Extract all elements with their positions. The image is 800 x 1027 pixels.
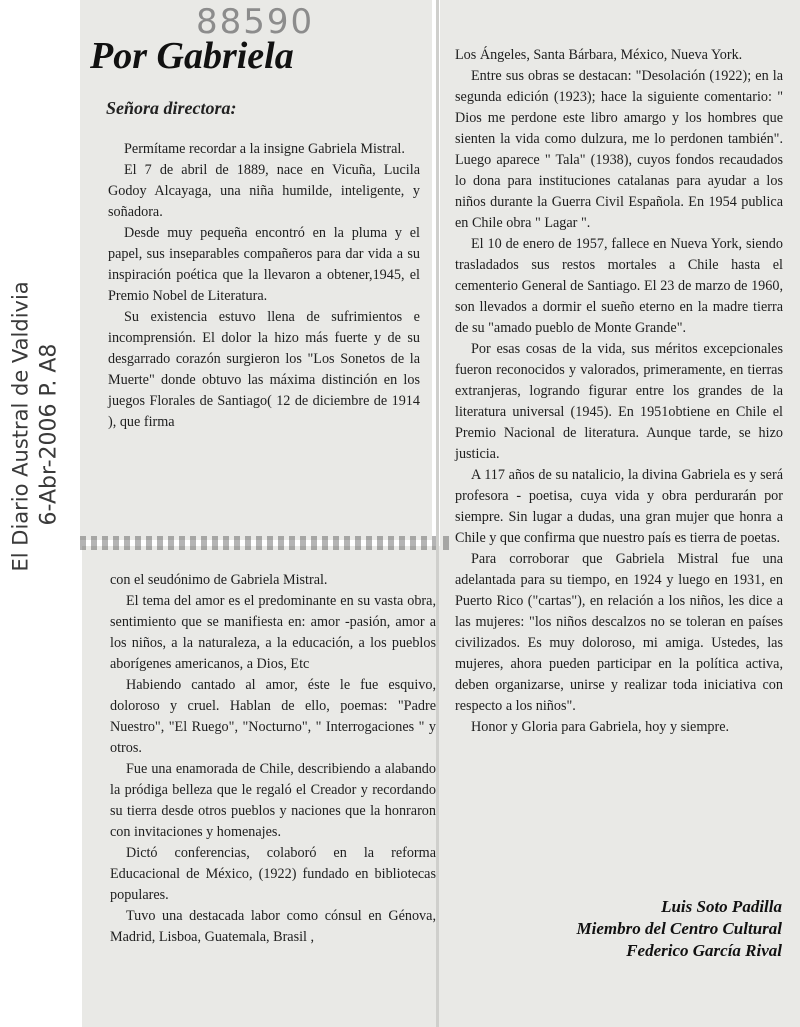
column-right [455,45,783,738]
paragraph: Desde muy pequeña encontró en la pluma y el papel, sus inseparables compañeros para dar vida a su inspiración poética que la llevaron a obtener,1945, el Premio Nobel de Literatura. [108,225,420,304]
signature-role: Miembro del Centro Cultural [576,919,782,938]
paragraph: Tuvo una destacada labor como cónsul en Génova, Madrid, Lisboa, Guatemala, Brasil , [110,908,436,945]
paragraph: Los Ángeles, Santa Bárbara, México, Nueva York. [455,47,743,63]
signature-block [577,896,782,962]
archive-number: 88590 [196,2,315,42]
column-left-top [108,139,420,433]
paragraph: Por esas cosas de la vida, sus méritos excepcionales fueron reconocidos y valorados, primeramente, en tierras extranjeras, logrando figurar entre los grandes de la literatura universal (1945). En 1951obtiene en Chile el Premio Nacional de literatura. Aunque tarde, se hizo justicia. [455,341,783,462]
signature-org: Federico García Rival [626,941,782,960]
paragraph: Permítame recordar a la insigne Gabriela Mistral. [124,141,405,157]
paragraph: Para corroborar que Gabriela Mistral fue una adelantada para su tiempo, en 1924 y luego en 1931, en Puerto Rico ("cartas"), en relación a los niños, les dice a las mujeres: "los niños descalzos no se toleran en países civilizados. Es muy doloroso, mi amiga. Ustedes, las mujeres, ahora pueden participar en la política activa, deben organizarse, unirse y realizar toda iniciativa con respecto a los niños". [455,551,783,714]
paragraph: Dictó conferencias, colaboró en la reforma Educacional de México, (1922) fundado en bibliotecas populares. [110,845,436,903]
salutation: Señora directora: [106,98,237,118]
paragraph: Honor y Gloria para Gabriela, hoy y siempre. [471,719,730,735]
signature-name: Luis Soto Padilla [661,897,782,916]
paragraph: El 10 de enero de 1957, fallece en Nueva York, siendo trasladados sus restos mortales a Chile hasta el cementerio General de Santiago. El 23 de marzo de 1960, son llevados a dormir el sueño eterno en la madre tierra de su "amado pueblo de Monte Grande". [455,236,783,336]
paragraph: El tema del amor es el predominante en su vasta obra, sentimiento que se manifiesta en: amor -pasión, amor a los niños, a la naturaleza, a la educación, a los pueblos aborígenes americanos, a Dios, Etc [110,593,436,672]
paragraph: A 117 años de su natalicio, la divina Gabriela es y será profesora - poetisa, cuya vida y obra perdurarán por siempre. Sin lugar a dudas, una gran mujer que honra a Chile y que confirma que nuestro país es tierra de poetas. [455,467,783,546]
source-newspaper: El Diario Austral de Valdivia [8,281,33,572]
paragraph: Habiendo cantado al amor, éste le fue esquivo, doloroso y cruel. Hablan de ello, poemas: "Padre Nuestro", "El Ruego", "Nocturno", " Interrogaciones " y otros. [110,677,436,756]
fold-line [436,0,439,1027]
article-title: Por Gabriela [90,35,294,77]
paragraph: con el seudónimo de Gabriela Mistral. [110,572,328,588]
torn-edge [80,536,452,550]
source-date-page: 6-Abr-2006 P. A8 [36,343,62,526]
paragraph: Su existencia estuvo llena de sufrimientos e incomprensión. El dolor la hizo más fuerte y de su desgarrado corazón surgieron los "Los Sonetos de la Muerte" donde obtuvo las máxima distinción en los juegos Florales de Santiago( 12 de diciembre de 1914 ), que firma [108,309,420,430]
paragraph: Entre sus obras se destacan: "Desolación (1922); en la segunda edición (1923); hace la siguiente comentario: " Dios me perdone este libro amargo y los hombres que sienten la vida como dulzura, me lo perdonen también". Luego aparece " Tala" (1938), cuyos fondos recaudados lo dona para instituciones catalanas para ayudar a los niños durante la Guerra Civil Española. En 1954 publica en Chile obra " Lagar ". [455,68,783,231]
paragraph: El 7 de abril de 1889, nace en Vicuña, Lucila Godoy Alcayaga, una niña humilde, inteligente, y soñadora. [108,162,420,220]
paragraph: Fue una enamorada de Chile, describiendo a alabando la pródiga belleza que le regaló el Creador y recordando su tierra desde otros pueblos y naciones que la honraron con invitaciones y homenajes. [110,761,436,840]
source-annotation [9,112,62,572]
column-left-bottom [110,570,436,948]
